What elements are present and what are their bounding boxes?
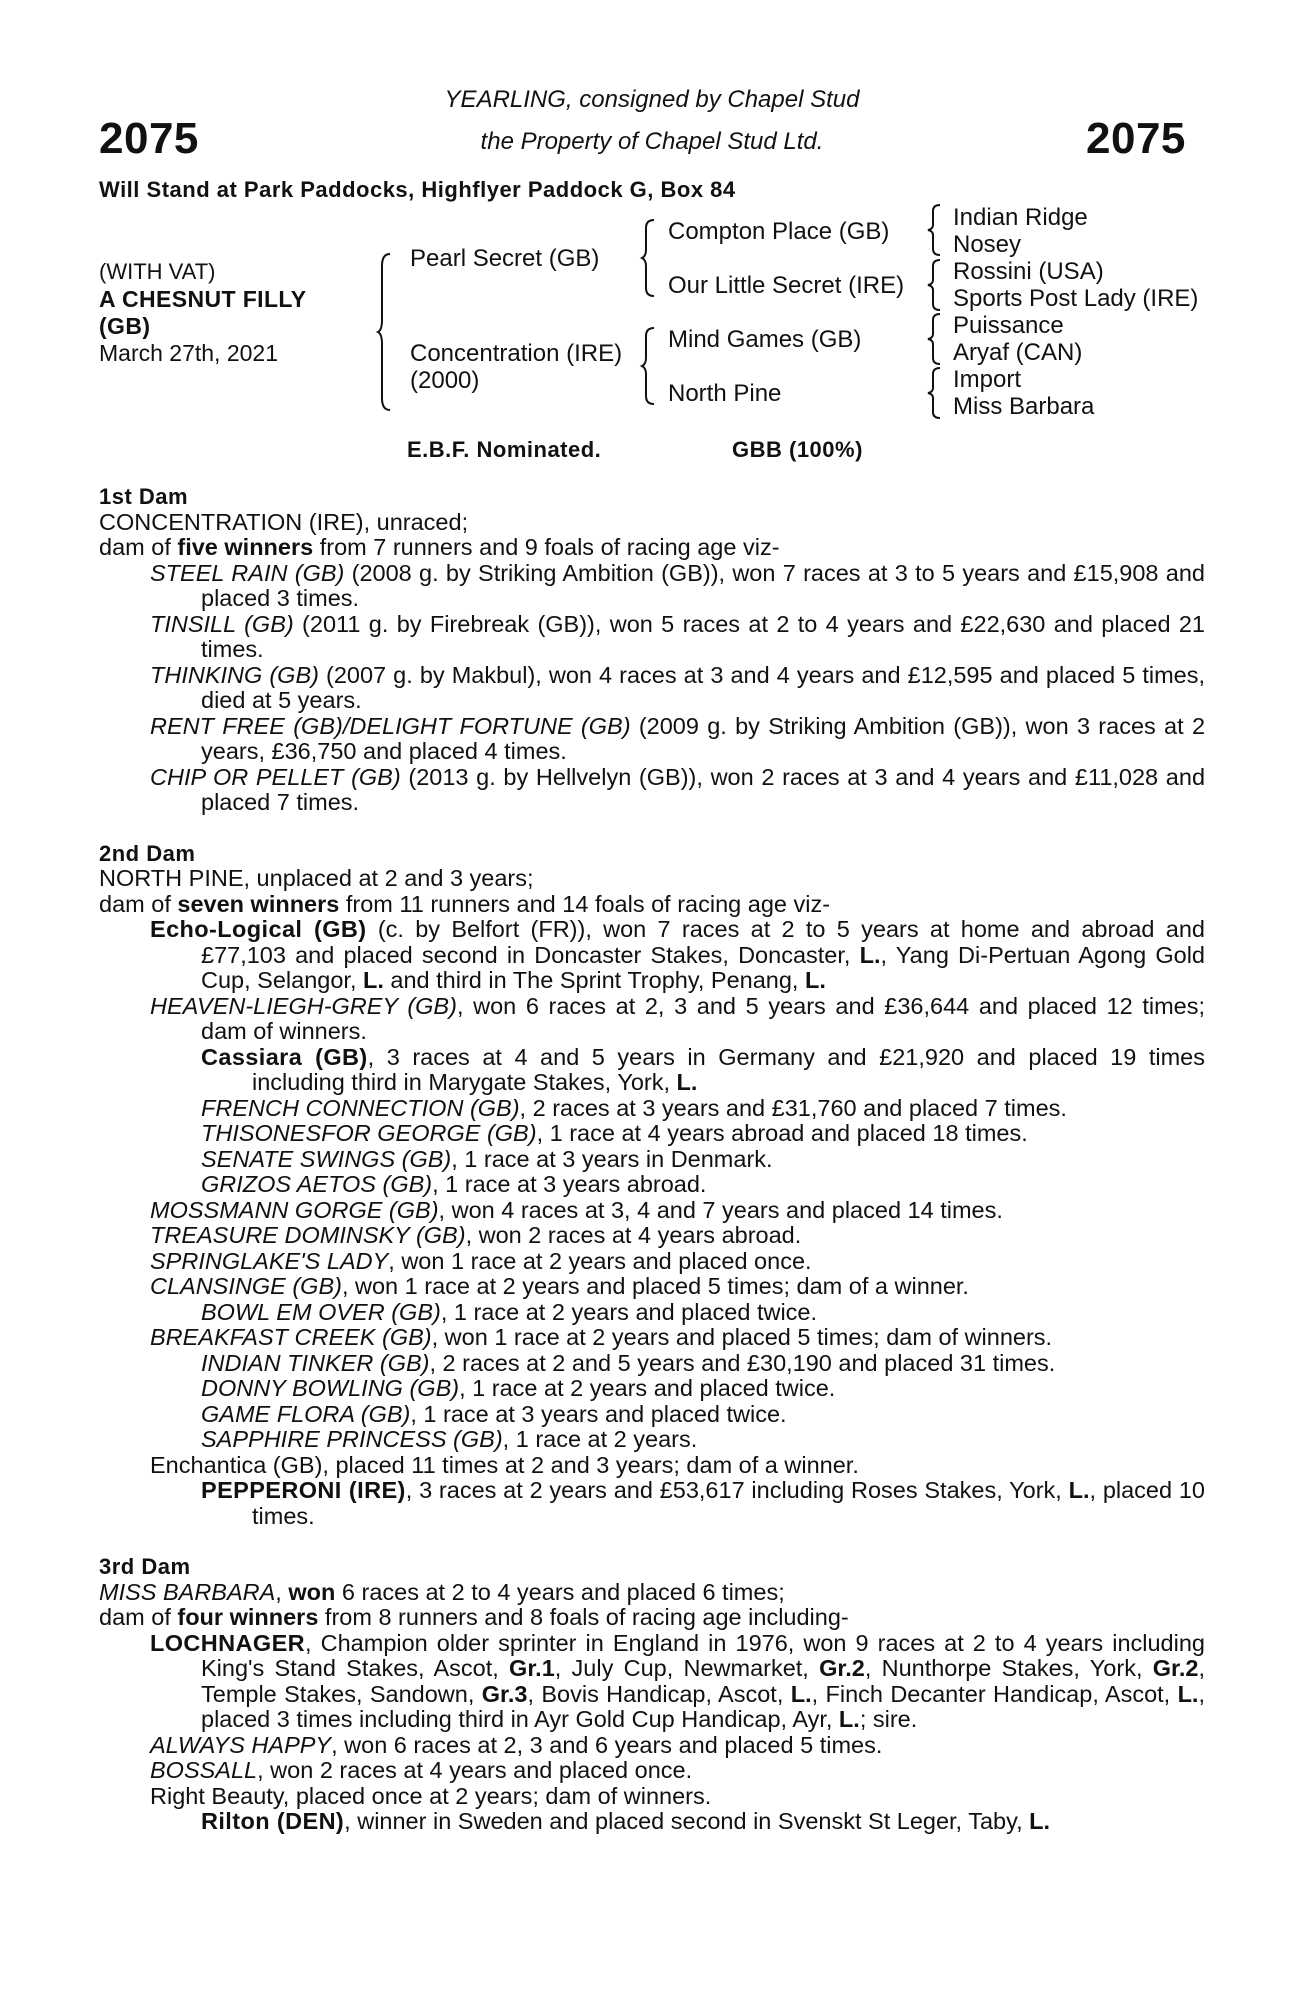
breakfast-creek-entry: BREAKFAST CREEK (GB), won 1 race at 2 years and placed 5 times; dam of winners.: [150, 1324, 1053, 1350]
grizos-aetos-entry: GRIZOS AETOS (GB), 1 race at 3 years abroad.: [201, 1171, 707, 1197]
consignment-line-1: YEARLING, consigned by Chapel Stud: [444, 86, 860, 113]
pedigree-g8: Miss Barbara: [953, 393, 1095, 420]
clansinge-entry: CLANSINGE (GB), won 1 race at 2 years and placed 5 times; dam of a winner.: [150, 1273, 969, 1299]
foaling-date: March 27th, 2021: [99, 340, 279, 366]
dam-name: Concentration (IRE): [410, 340, 623, 367]
donny-bowling-entry: DONNY BOWLING (GB), 1 race at 2 years and placed twice.: [201, 1375, 836, 1401]
pepperoni-entry: PEPPERONI (IRE), 3 races at 2 years and £53,617 including Roses Stakes, York, L., placed 10 times.: [201, 1477, 1205, 1529]
pedigree-g4: Sports Post Lady (IRE): [953, 285, 1199, 312]
produce-record: [99, 484, 1205, 1835]
second-dam-heading: 2nd Dam: [99, 840, 196, 866]
treasure-dominsky-entry: TREASURE DOMINSKY (GB), won 2 races at 4 years abroad.: [150, 1222, 802, 1248]
senate-swings-entry: SENATE SWINGS (GB), 1 race at 3 years in Denmark.: [201, 1145, 773, 1172]
third-dam-dam-of: dam of four winners from 8 runners and 8 foals of racing age including-: [99, 1604, 849, 1630]
always-happy-entry: ALWAYS HAPPY, won 6 races at 2, 3 and 6 years and placed 5 times.: [150, 1731, 883, 1758]
indian-tinker-entry: INDIAN TINKER (GB), 2 races at 2 and 5 years and £30,190 and placed 31 times.: [201, 1349, 1056, 1376]
horse-description: A CHESNUT FILLY: [99, 286, 307, 312]
pedigree-g5: Puissance: [953, 312, 1064, 339]
bossall-entry: BOSSALL, won 2 races at 4 years and placed once.: [150, 1757, 693, 1783]
horse-description-country: (GB): [99, 313, 151, 339]
first-dam-intro: CONCENTRATION (IRE), unraced;: [99, 508, 469, 535]
pedigree-brace-g2: [928, 258, 942, 312]
third-dam-heading: 3rd Dam: [99, 1554, 191, 1579]
vat-note: (WITH VAT): [99, 259, 216, 284]
second-dam-intro: NORTH PINE, unplaced at 2 and 3 years;: [99, 865, 534, 891]
sapphire-princess-entry: SAPPHIRE PRINCESS (GB), 1 race at 2 years.: [201, 1426, 698, 1452]
pedigree-brace-g4: [928, 366, 942, 420]
first-dam-produce-1: STEEL RAIN (GB) (2008 g. by Striking Ambition (GB)), won 7 races at 3 to 5 years and £15,908 and placed 3 times.: [150, 559, 1205, 611]
pedigree-g6: Aryaf (CAN): [953, 339, 1083, 366]
game-flora-entry: GAME FLORA (GB), 1 race at 3 years and placed twice.: [201, 1400, 787, 1427]
sire-name: Pearl Secret (GB): [410, 245, 600, 272]
dam-dam-name: North Pine: [668, 380, 782, 407]
sire-sire-name: Compton Place (GB): [668, 218, 890, 245]
first-dam-produce-3: THINKING (GB) (2007 g. by Makbul), won 4 races at 3 and 4 years and £12,595 and placed 5 times, died at 5 years.: [150, 661, 1205, 713]
right-beauty-entry: Right Beauty, placed once at 2 years; dam of winners.: [150, 1782, 712, 1809]
third-dam-intro: MISS BARBARA, won 6 races at 2 to 4 years and placed 6 times;: [99, 1578, 785, 1605]
first-dam-dam-of: dam of five winners from 7 runners and 9 foals of racing age viz-: [99, 534, 780, 560]
heaven-liegh-grey-entry: HEAVEN-LIEGH-GREY (GB), won 6 races at 2, 3 and 5 years and £36,644 and placed 12 times; dam of winners.: [150, 992, 1206, 1044]
rilton-entry: Rilton (DEN), winner in Sweden and placed second in Svenskt St Leger, Taby, L.: [201, 1808, 1051, 1834]
dam-sire-name: Mind Games (GB): [668, 326, 862, 353]
pedigree-brace-g3: [928, 312, 942, 366]
pedigree-g3: Rossini (USA): [953, 258, 1104, 285]
first-dam-produce-5: CHIP OR PELLET (GB) (2013 g. by Hellvelyn (GB)), won 2 races at 3 and 4 years and £11,028 and placed 7 times.: [150, 763, 1206, 815]
first-dam-produce-4: RENT FREE (GB)/DELIGHT FORTUNE (GB) (2009 g. by Striking Ambition (GB)), won 3 races at 2 years, £36,750 and placed 4 times.: [150, 712, 1206, 764]
second-dam-dam-of: dam of seven winners from 11 runners and 14 foals of racing age viz-: [99, 890, 831, 917]
mossmann-gorge-entry: MOSSMANN GORGE (GB), won 4 races at 3, 4 and 7 years and placed 14 times.: [150, 1196, 1003, 1223]
consignment-line-2: the Property of Chapel Stud Ltd.: [480, 128, 824, 155]
lot-number-right: 2075: [1086, 114, 1186, 163]
springlakes-lady-entry: SPRINGLAKE'S LADY, won 1 race at 2 years and placed once.: [150, 1247, 812, 1274]
cassiara-entry: Cassiara (GB), 3 races at 4 and 5 years in Germany and £21,920 and placed 19 times including third in Marygate Stakes, York, L.: [201, 1043, 1205, 1095]
pedigree-brace-sire: [642, 218, 656, 298]
pedigree-brace-g1: [928, 203, 942, 257]
pedigree-g2: Nosey: [953, 231, 1022, 258]
pedigree-g1: Indian Ridge: [953, 204, 1088, 231]
lochnager-entry: LOCHNAGER, Champion older sprinter in England in 1976, won 9 races at 2 to 4 years including King's Stand Stakes, Ascot, Gr.1, July Cup, Newmarket, Gr.2, Nunthorpe Stakes, York, Gr.2, Temple Stakes, Sandown, Gr.3, Bovis Handicap, Ascot, L., Finch Decanter Handicap, Ascot, L., placed 3 times including third in Ayr Gold Cup Handicap, Ayr, L.; sire.: [150, 1629, 1205, 1732]
ebf-nominated: E.B.F. Nominated.: [407, 437, 602, 462]
pedigree-g7: Import: [953, 366, 1022, 393]
echo-logical-entry: Echo-Logical (GB) (c. by Belfort (FR)), won 7 races at 2 to 5 years at home and abroad and £77,103 and placed second in Doncaster Stakes, Doncaster, L., Yang Di-Pertuan Agong Gold Cup, Selangor, L. and third in The Sprint Trophy, Penang, L.: [150, 916, 1205, 993]
first-dam-heading: 1st Dam: [99, 484, 189, 509]
dam-year: (2000): [410, 367, 480, 394]
french-connection-entry: FRENCH CONNECTION (GB), 2 races at 3 years and £31,760 and placed 7 times.: [201, 1094, 1067, 1121]
lot-number-left: 2075: [99, 114, 199, 163]
sire-dam-name: Our Little Secret (IRE): [668, 272, 905, 299]
stand-location: Will Stand at Park Paddocks, Highflyer Paddock G, Box 84: [99, 177, 736, 202]
bowl-em-over-entry: BOWL EM OVER (GB), 1 race at 2 years and placed twice.: [201, 1298, 818, 1325]
enchantica-entry: Enchantica (GB), placed 11 times at 2 and 3 years; dam of a winner.: [150, 1451, 859, 1478]
gbb-rating: GBB (100%): [732, 437, 863, 462]
pedigree-brace-dam: [642, 326, 656, 406]
thisonesfor-george-entry: THISONESFOR GEORGE (GB), 1 race at 4 years abroad and placed 18 times.: [201, 1120, 1028, 1146]
first-dam-produce-2: TINSILL (GB) (2011 g. by Firebreak (GB)), won 5 races at 2 to 4 years and £22,630 and placed 21 times.: [150, 610, 1205, 662]
pedigree-brace-main: [378, 252, 392, 412]
